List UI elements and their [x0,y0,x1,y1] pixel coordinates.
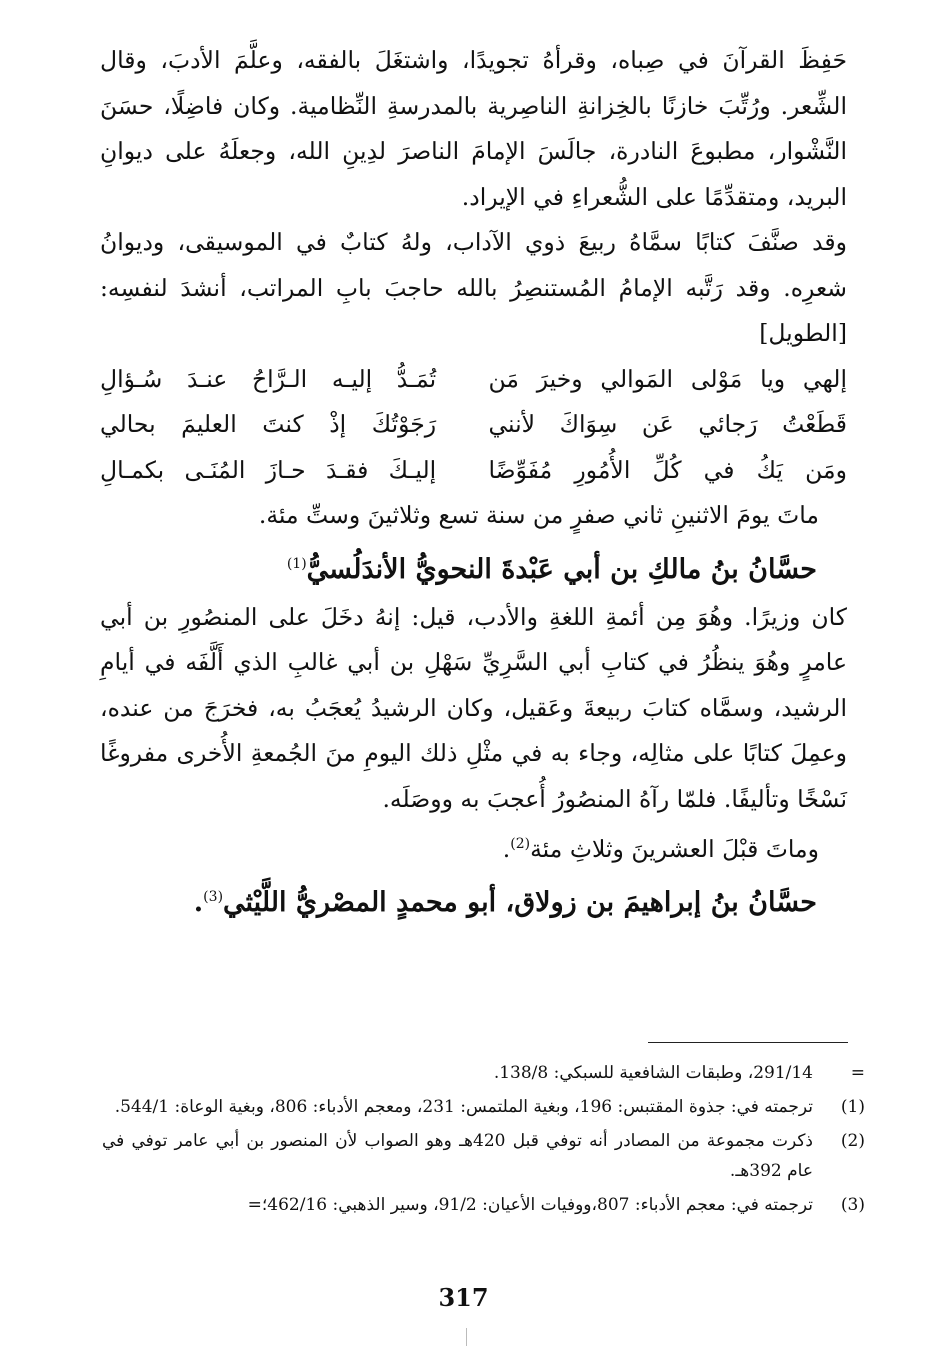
verse-first-hemistich: قَطَعْتُ رَجائي عَن سِوَاكَ لأنني [488,410,847,438]
footnote-marker: (2) [840,1131,865,1151]
verse-first-hemistich: ومَن يَكُ في كُلِّ الأُمُورِ مُفَوِّضًا [488,455,847,484]
death-note-period: . [502,834,511,863]
footnote-separator [648,1042,848,1043]
heading-period: . [193,887,204,919]
verse-second-hemistich: تُمَـدُّ إليـه الـرَّاحُ عنـدَ سُـؤالِ [100,364,437,393]
footnote-marker: = [850,1063,865,1083]
heading-text: حسَّانُ بنُ إبراهيمَ بن زولاق، أبو محمدٍ المصْريُّ اللَّيْثي [223,887,817,919]
death-date-line: ماتَ يومَ الاثنينِ ثاني صفرٍ من سنة تسع وثلاثينَ وستِّ مئة. [258,501,819,529]
death-note-text: وماتَ قبْلَ العشرينَ وثلاثِ مئة [530,834,819,863]
poem-verse-2 [100,402,847,448]
heading-text: حسَّانُ بنُ مالكِ بن أبي عَبْدةَ النحويُّ الأندَلُسيُّ [306,553,817,585]
footnote-text: 291/14، وطبقات الشافعية للسبكي: 138/8. [493,1063,813,1083]
verse-first-hemistich: إلهي ويا مَوْلى المَوالي وخيرَ مَن [488,364,847,393]
footnote-continuation [102,1058,865,1088]
verse-second-hemistich: رَجَوْتُكَ إذْ كنتَ العليمَ بحالي [100,410,437,438]
poem-verse-3 [100,448,847,494]
main-text [100,38,847,928]
biography-paragraph-1: حَفِظَ القرآنَ في صِباه، وقرأهُ تجويدًا، واشتغَلَ بالفقه، وعلَّمَ الأدبَ، وقال الشِّعر. ورُتِّبَ خازنًا بالخِزانةِ الناصِرية بالمدرسةِ النِّظامية. وكان فاضِلًا، حسَنَ النَّشْوار، مطبوعَ النادرة، جالَسَ الإمامَ الناصرَ لدِينِ الله، وجعلَهُ على ديوانِ البريد، ومتقدِّمًا على الشُّعراءِ في الإيراد. [100,46,847,211]
footnote-1 [102,1092,865,1122]
death-note-line [100,822,847,872]
biography-paragraph-3: كان وزيرًا. وهُوَ مِن أئمةِ اللغةِ والأدب، قيل: إنهُ دخَلَ على المنصُورِ بن أبي عامرٍ وهُوَ ينظُرُ في كتابِ أبي السَّرِيِّ سَهْلِ بن أبي غالبِ الذي أَلَّفَه في أيامِ الرشيد، وسمَّاه كتابَ ربيعةَ وعَقيل، وكان الرشيدُ يُعجَبُ به، فخرَجَ من عنده، وعمِلَ كتابًا على مثالِه، وجاء به في مثْلِ ذلك اليومِ منَ الجُمعةِ الأُخرى مفروغًا نَسْخًا وتأليفًا. فلمّا رآهُ المنصُورُ أُعجبَ به ووصَلَه. [100,602,847,813]
footnote-marker: (1) [840,1097,865,1117]
entry-heading-hassan-ibn-zulaq [100,872,847,928]
scan-mark [466,1328,467,1346]
poem-verse-1 [100,357,847,403]
poem [100,357,847,494]
entry-heading-hassan-ibn-malik [100,539,847,595]
footnote-text: ذكرت مجموعة من المصادر أنه توفي قبل 420هـ وهو الصواب لأن المنصور بن أبي عامر توفي في عام 392هـ. [102,1131,813,1181]
biography-paragraph-2: وقد صنَّفَ كتابًا سمَّاهُ ربيعَ ذوي الآداب، ولهُ كتابٌ في الموسيقى، وديوانُ شعرِه. وقد رَتَّبه الإمامُ المُستنصِرُ بالله حاجبَ بابِ المراتب، أنشدَ لنفسِه: [الطويل] [100,228,848,347]
verse-second-hemistich: إليـكَ فقـدَ حـازَ المُنَـى بكمـالِ [100,455,437,484]
footnote-ref-1[interactable]: (1) [286,555,307,572]
footnote-ref-2[interactable]: (2) [510,836,531,852]
footnotes [102,1058,865,1224]
footnote-2 [102,1126,865,1186]
footnote-text: ترجمته في: جذوة المقتبس: 196، وبغية الملتمس: 231، ومعجم الأدباء: 806، وبغية الوعاة: 544/1. [114,1097,813,1117]
page-number: 317 [438,1283,489,1312]
footnote-3 [102,1190,865,1220]
footnote-ref-3[interactable]: (3) [203,889,224,906]
footnote-text: ترجمته في: معجم الأدباء: 807،ووفيات الأعيان: 91/2، وسير الذهبي: 462/16؛= [247,1195,813,1215]
footnote-marker: (3) [840,1195,865,1215]
